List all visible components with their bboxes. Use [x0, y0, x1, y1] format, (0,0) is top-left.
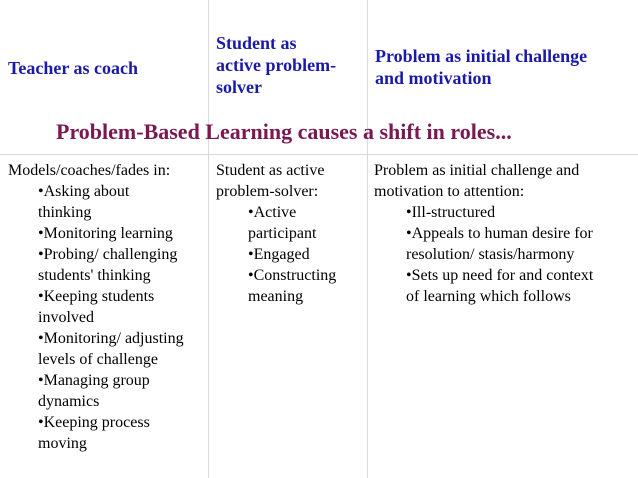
slide-subtitle: Problem-Based Learning causes a shift in roles...: [56, 119, 512, 144]
column-divider-2: [367, 0, 368, 478]
teacher-role-list: Models/coaches/fades in: •Asking about thinking •Monitoring learning •Probing/ challenging students' thinking •Keeping students involved •Monitoring/ adjusting levels of challenge •Managing group dynamics •Keeping process moving: [8, 162, 184, 452]
row-divider: [0, 154, 638, 155]
header-problem-as-challenge: Problem as initial challenge and motivation: [375, 46, 588, 88]
column-divider-1: [208, 0, 209, 478]
header-teacher-as-coach: Teacher as coach: [8, 58, 138, 78]
problem-role-list: Problem as initial challenge and motivation to attention: •Ill-structured •Appeals to human desire for resolution/ stasis/harmony •Sets up need for and context of learning which follows: [374, 162, 594, 305]
header-student-as-problem-solver: Student as active problem- solver: [216, 33, 337, 97]
student-role-list: Student as active problem-solver: •Active participant •Engaged •Constructing meaning: [216, 162, 337, 305]
